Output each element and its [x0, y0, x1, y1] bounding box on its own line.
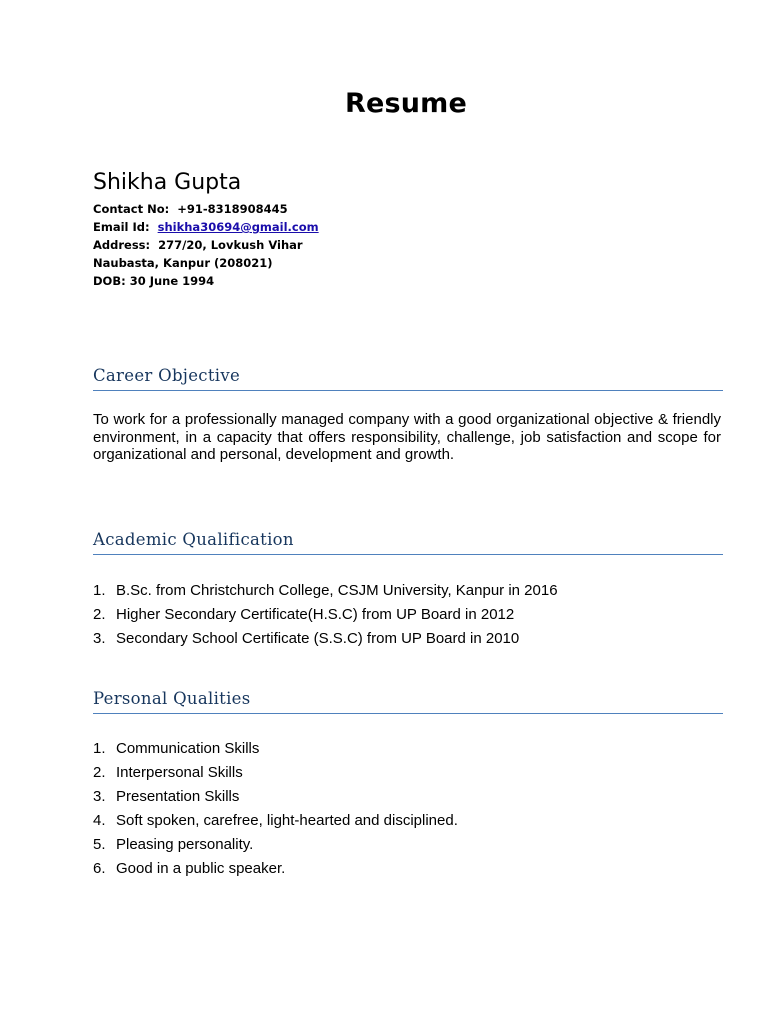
- personal-qualities-heading: Personal Qualities: [93, 689, 723, 714]
- document-title: Resume: [344, 88, 468, 119]
- address-line-2: Naubasta, Kanpur (208021): [93, 256, 273, 270]
- list-item-text: B.Sc. from Christchurch College, CSJM University, Kanpur in 2016: [116, 582, 558, 599]
- list-item: [93, 761, 458, 785]
- personal-qualities-list: [93, 737, 458, 881]
- list-item-text: Higher Secondary Certificate(H.S.C) from UP Board in 2012: [116, 606, 515, 623]
- list-item-text: Presentation Skills: [116, 788, 240, 805]
- list-item: [93, 833, 458, 857]
- list-item-number: 2.: [93, 764, 106, 781]
- career-objective-text: To work for a professionally managed company with a good organizational objective & friendly environment, in a capacity that offers responsibility, challenge, job satisfaction and scope for organizational and personal, development and growth.: [93, 411, 721, 463]
- list-item: [93, 603, 558, 627]
- list-item: [93, 579, 558, 603]
- career-objective-heading: Career Objective: [93, 366, 723, 391]
- contact-row: [93, 200, 319, 218]
- email-label: Email Id:: [93, 220, 150, 234]
- academic-qualification-list: [93, 579, 558, 651]
- email-row: [93, 218, 319, 236]
- list-item: [93, 627, 558, 651]
- list-item-text: Pleasing personality.: [116, 836, 254, 853]
- list-item-number: 1.: [93, 582, 106, 599]
- list-item-text: Communication Skills: [116, 740, 260, 757]
- list-item-text: Soft spoken, carefree, light-hearted and disciplined.: [116, 812, 458, 829]
- list-item-number: 1.: [93, 740, 106, 757]
- contact-block: [93, 200, 319, 290]
- contact-number: +91-8318908445: [177, 202, 288, 216]
- date-of-birth: DOB: 30 June 1994: [93, 274, 215, 288]
- list-item: [93, 857, 458, 881]
- academic-qualification-heading: Academic Qualification: [93, 530, 723, 555]
- list-item-text: Good in a public speaker.: [116, 860, 286, 877]
- list-item: [93, 809, 458, 833]
- list-item-number: 6.: [93, 860, 106, 877]
- list-item-text: Secondary School Certificate (S.S.C) from UP Board in 2010: [116, 630, 520, 647]
- list-item-text: Interpersonal Skills: [116, 764, 243, 781]
- list-item: [93, 785, 458, 809]
- address-label: Address:: [93, 238, 151, 252]
- list-item-number: 2.: [93, 606, 106, 623]
- contact-label: Contact No:: [93, 202, 170, 216]
- list-item: [93, 737, 458, 761]
- email-link[interactable]: shikha30694@gmail.com: [157, 220, 319, 234]
- address-row: [93, 236, 319, 254]
- list-item-number: 3.: [93, 630, 106, 647]
- list-item-number: 5.: [93, 836, 106, 853]
- list-item-number: 4.: [93, 812, 106, 829]
- applicant-name: Shikha Gupta: [93, 170, 242, 195]
- list-item-number: 3.: [93, 788, 106, 805]
- address-line-1: 277/20, Lovkush Vihar: [158, 238, 303, 252]
